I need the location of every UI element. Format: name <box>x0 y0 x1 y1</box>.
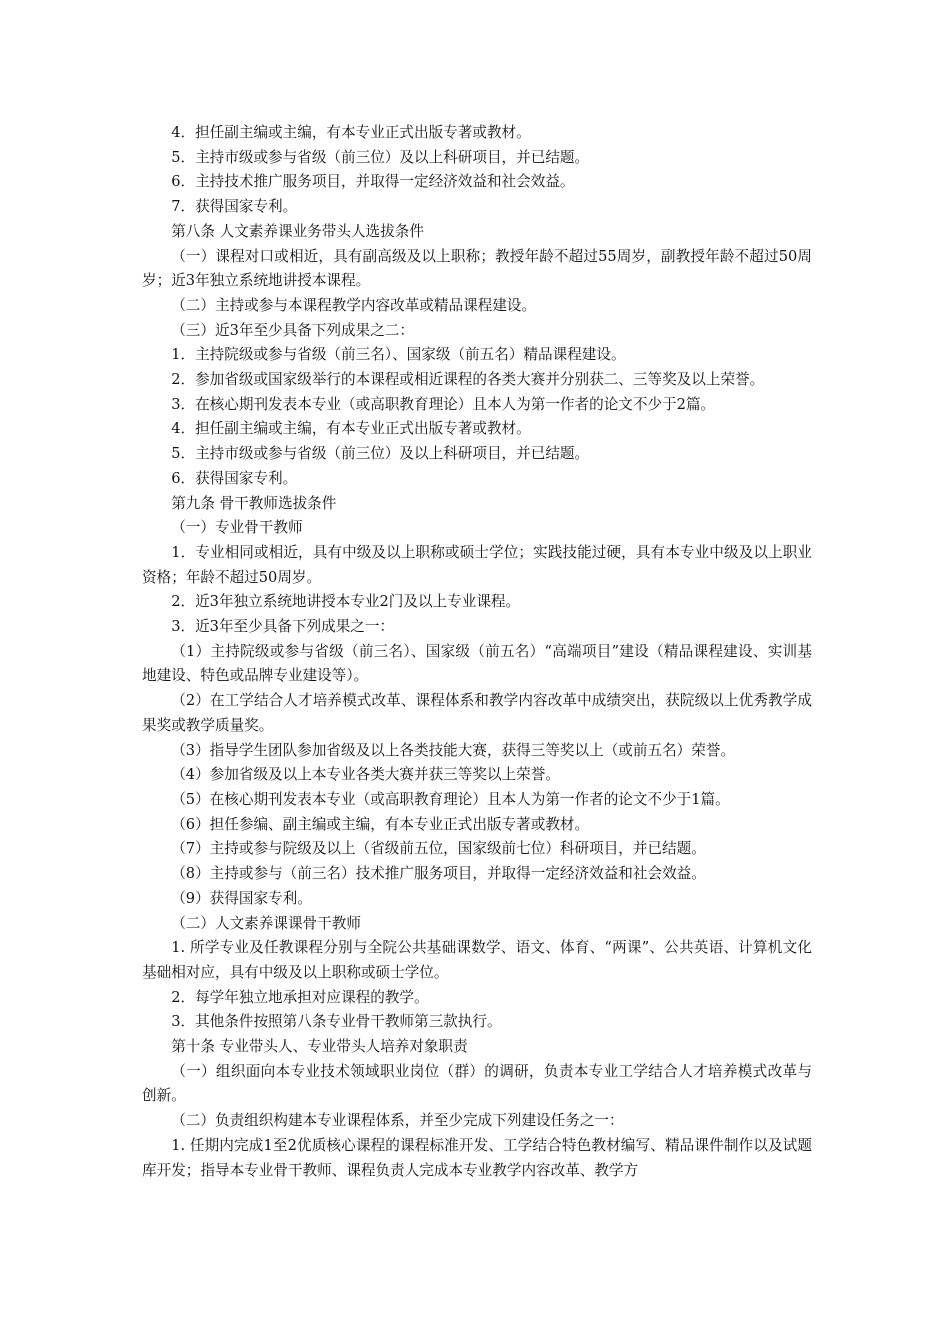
list-item: （5）在核心期刊发表本专业（或高职教育理论）且本人为第一作者的论文不少于1篇。 <box>171 790 730 808</box>
list-item: （3）指导学生团队参加省级及以上各类技能大赛，获得三等奖以上（或前五名）荣誉。 <box>171 741 736 759</box>
list-item: （9）获得国家专利。 <box>171 889 312 907</box>
paragraph: 6．主持技术推广服务项目，并取得一定经济效益和社会效益。 <box>171 173 575 191</box>
article-heading: 第十条 专业带头人、专业带头人培养对象职责 <box>171 1038 468 1056</box>
article-heading: 第八条 人文素养课业务带头人选拔条件 <box>171 222 424 240</box>
document-body <box>142 121 812 1183</box>
paragraph: 3．其他条件按照第八条专业骨干教师第三款执行。 <box>171 1013 502 1031</box>
paragraph: 3．近3年至少具备下列成果之一： <box>171 618 395 636</box>
paragraph: （三）近3年至少具备下列成果之二： <box>171 321 414 339</box>
paragraph: 3．在核心期刊发表本专业（或高职教育理论）且本人为第一作者的论文不少于2篇。 <box>171 395 716 413</box>
list-item: （1）主持院级或参与省级（前三名）、国家级（前五名）“高端项目”建设（精品课程建设、实训基地建设、特色或品牌专业建设等）。 <box>142 642 812 685</box>
paragraph: 6．获得国家专利。 <box>171 469 298 487</box>
paragraph: 1．专业相同或相近，具有中级及以上职称或硕士学位；实践技能过硬，具有本专业中级及以上职业资格；年龄不超过50周岁。 <box>142 543 812 586</box>
paragraph: 2．参加省级或国家级举行的本课程或相近课程的各类大赛并分别获二、三等奖及以上荣誉。 <box>171 371 765 389</box>
article-heading: 第九条 骨干教师选拔条件 <box>171 494 337 512</box>
paragraph: 5．主持市级或参与省级（前三位）及以上科研项目，并已结题。 <box>171 148 590 166</box>
section-heading: （二）人文素养课课骨干教师 <box>171 914 361 932</box>
paragraph: 2．近3年独立系统地讲授本专业2门及以上专业课程。 <box>171 593 521 611</box>
paragraph: 2．每学年独立地承担对应课程的教学。 <box>171 988 429 1006</box>
paragraph: 7．获得国家专利。 <box>171 198 298 216</box>
paragraph: （二）负责组织构建本专业课程体系，并至少完成下列建设任务之一： <box>171 1112 624 1130</box>
list-item: （6）担任参编、副主编或主编，有本专业正式出版专著或教材。 <box>171 815 590 833</box>
paragraph: 1．主持院级或参与省级（前三名）、国家级（前五名）精品课程建设。 <box>171 346 626 364</box>
list-item: （2）在工学结合人才培养模式改革、课程体系和教学内容改革中成绩突出，获院级以上优秀教学成果奖或教学质量奖。 <box>142 692 812 734</box>
paragraph: 5．主持市级或参与省级（前三位）及以上科研项目，并已结题。 <box>171 445 590 463</box>
list-item: （8）主持或参与（前三名）技术推广服务项目，并取得一定经济效益和社会效益。 <box>171 865 706 883</box>
paragraph: （一）组织面向本专业技术领域职业岗位（群）的调研，负责本专业工学结合人才培养模式改革与创新。 <box>142 1062 812 1105</box>
paragraph: （一）课程对口或相近，具有副高级及以上职称；教授年龄不超过55周岁，副教授年龄不超过50周岁；近3年独立系统地讲授本课程。 <box>142 247 812 290</box>
list-item: （7）主持或参与院级及以上（省级前五位，国家级前七位）科研项目，并已结题。 <box>171 840 706 858</box>
paragraph: 1. 任期内完成1至2优质核心课程的课程标准开发、工学结合特色教材编写、精品课件制作以及试题库开发；指导本专业骨干教师、课程负责人完成本专业教学内容改革、教学方 <box>142 1136 812 1179</box>
paragraph: 1. 所学专业及任教课程分别与全院公共基础课数学、语文、体育、“两课”、公共英语、计算机文化基础相对应，具有中级及以上职称或硕士学位。 <box>142 939 812 981</box>
list-item: （4）参加省级及以上本专业各类大赛并获三等奖以上荣誉。 <box>171 766 560 784</box>
paragraph: 4．担任副主编或主编，有本专业正式出版专著或教材。 <box>171 124 531 141</box>
section-heading: （一）专业骨干教师 <box>171 519 303 537</box>
paragraph: 4．担任副主编或主编，有本专业正式出版专著或教材。 <box>171 420 531 438</box>
paragraph: （二）主持或参与本课程教学内容改革或精品课程建设。 <box>171 296 537 314</box>
